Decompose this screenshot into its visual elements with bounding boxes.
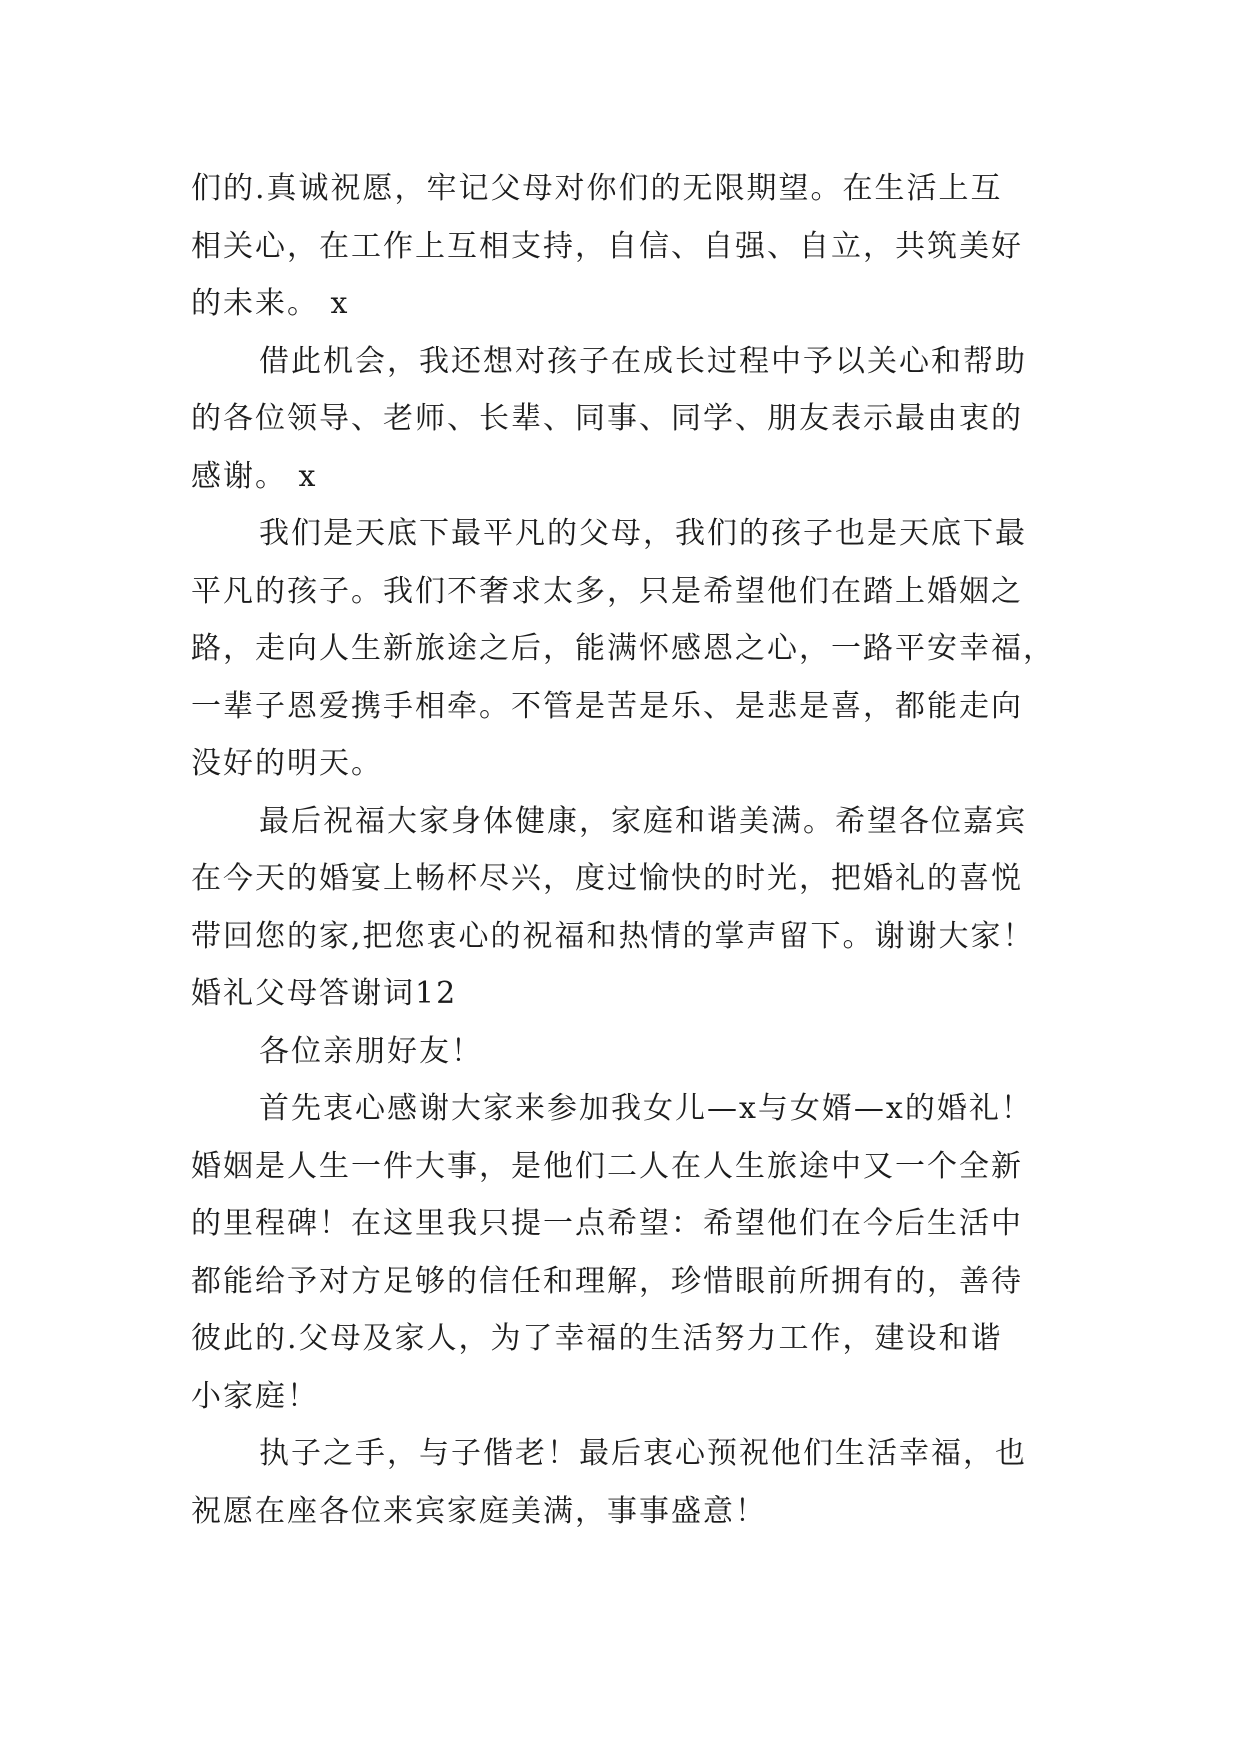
- text-line: 祝愿在座各位来宾家庭美满，事事盛意！: [191, 1493, 767, 1529]
- text-line: 感谢。 x: [191, 458, 318, 494]
- text-line: 带回您的家,把您衷心的祝福和热情的掌声留下。谢谢大家！: [191, 918, 1035, 954]
- document-body: [191, 160, 1071, 1540]
- text-line: 平凡的孩子。我们不奢求太多，只是希望他们在踏上婚姻之: [191, 573, 1023, 609]
- text-line: 婚姻是人生一件大事，是他们二人在人生旅途中又一个全新: [191, 1148, 1023, 1184]
- section-title: 婚礼父母答谢词12: [191, 976, 458, 1011]
- paragraph-start-line: 借此机会，我还想对孩子在成长过程中予以关心和帮助: [259, 343, 1027, 379]
- text-line: 的未来。 x: [191, 286, 350, 321]
- text-line: 一辈子恩爱携手相牵。不管是苦是乐、是悲是喜，都能走向: [191, 688, 1023, 724]
- text-line: 彼此的.父母及家人，为了幸福的生活努力工作，建设和谐: [191, 1321, 1003, 1356]
- greeting-line: 各位亲朋好友！: [259, 1033, 483, 1069]
- text-line: 相关心，在工作上互相支持，自信、自强、自立，共筑美好: [191, 228, 1023, 264]
- text-line: 的里程碑！在这里我只提一点希望：希望他们在今后生活中: [191, 1206, 1023, 1241]
- text-line: 们的.真诚祝愿，牢记父母对你们的无限期望。在生活上互: [191, 171, 1003, 206]
- paragraph-start-line: 首先衷心感谢大家来参加我女儿—x与女婿—x的婚礼！: [259, 1091, 1033, 1126]
- text-line: 都能给予对方足够的信任和理解，珍惜眼前所拥有的，善待: [191, 1263, 1023, 1299]
- text-line: 的各位领导、老师、长辈、同事、同学、朋友表示最由衷的: [191, 401, 1023, 436]
- paragraph-start-line: 执子之手，与子偕老！最后衷心预祝他们生活幸福，也: [259, 1436, 1027, 1471]
- text-line: 没好的明天。: [191, 746, 383, 781]
- text-line: 小家庭！: [191, 1378, 319, 1414]
- paragraph-start-line: 我们是天底下最平凡的父母，我们的孩子也是天底下最: [259, 516, 1027, 551]
- paragraph-start-line: 最后祝福大家身体健康，家庭和谐美满。希望各位嘉宾: [259, 803, 1027, 839]
- text-line: 路，走向人生新旅途之后，能满怀感恩之心，一路平安幸福，: [191, 631, 1055, 666]
- text-line: 在今天的婚宴上畅杯尽兴，度过愉快的时光，把婚礼的喜悦: [191, 861, 1023, 896]
